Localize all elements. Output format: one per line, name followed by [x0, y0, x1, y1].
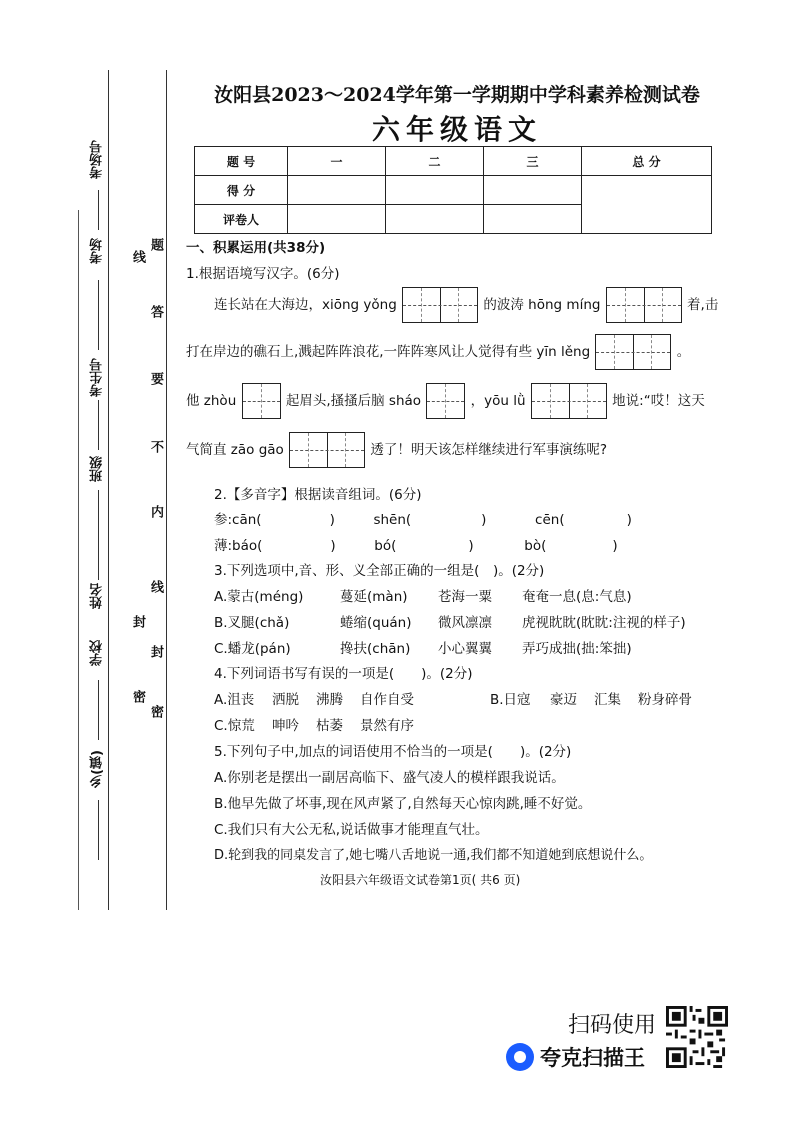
q3-item: 蔓延(màn)	[340, 589, 408, 605]
q3-item: A.蒙古(méng)	[214, 589, 304, 605]
answer-box[interactable]	[402, 287, 478, 323]
q3-item: 苍海一粟	[438, 589, 492, 605]
question-2-row-2	[214, 534, 618, 554]
q4-item: 沸腾	[316, 692, 343, 708]
question-1-line-2	[186, 334, 690, 370]
seal-bu: 不	[148, 440, 163, 453]
question-2-stem: 2.【多音字】根据读音组词。(6分)	[214, 487, 422, 503]
q3-item: 微风凛凛	[438, 615, 492, 631]
question-5-option-b: B.他早先做了坏事,现在风声紧了,自然每天心惊肉跳,睡不好觉。	[214, 796, 592, 812]
q2-text: bó(	[374, 538, 397, 554]
question-1-line-4	[186, 432, 607, 468]
q3-item: B.叉腿(chǎ)	[214, 615, 290, 631]
score-header-cell: 一	[288, 147, 386, 176]
answer-box[interactable]	[289, 432, 365, 468]
q2-text: )	[329, 512, 335, 528]
grader-cell	[484, 205, 582, 234]
q3-item: 小心翼翼	[438, 641, 492, 657]
brand-name: 夸克扫描王	[540, 1046, 645, 1070]
brand-logo-icon	[506, 1043, 534, 1071]
score-header-cell: 题 号	[195, 147, 288, 176]
answer-box[interactable]	[606, 287, 682, 323]
answer-box[interactable]	[426, 383, 465, 419]
grader-cell	[386, 205, 484, 234]
q1-text: 的波涛 hōng míng	[483, 297, 601, 313]
question-4-stem: 4.下列词语书写有误的一项是( )。(2分)	[214, 666, 473, 682]
q1-text: 起眉头,搔搔后脑 sháo	[285, 393, 422, 409]
score-cell	[484, 176, 582, 205]
q1-text: 。	[676, 344, 691, 360]
q4-item: B.日寇	[490, 692, 531, 708]
q1-text: 打在岸边的礁石上,溅起阵阵浪花,一阵阵寒风让人觉得有些 yīn lěng	[186, 344, 591, 360]
seal-feng-inner: 封	[148, 645, 163, 658]
score-table-header-row	[195, 147, 712, 176]
qr-code-icon[interactable]	[666, 1006, 728, 1068]
q3-item: 蜷缩(quán)	[340, 615, 412, 631]
seal-mi-inner: 密	[148, 705, 163, 718]
question-4-options-ab	[214, 688, 692, 708]
score-table-row	[195, 176, 712, 205]
q4-item: 呻吟	[272, 718, 299, 734]
question-4-option-c	[214, 714, 414, 734]
question-2-row-1	[214, 508, 632, 528]
q2-text: bò(	[524, 538, 547, 554]
q2-text: 薄:báo(	[214, 538, 263, 554]
q1-text: 他 zhòu	[186, 393, 237, 409]
student-number-label: 考生号	[90, 358, 105, 397]
exam-subject-title: 六年级语文	[371, 113, 542, 146]
seal-feng-outer: 封	[130, 615, 145, 628]
score-cell	[386, 176, 484, 205]
exam-room-label: 考场	[90, 238, 105, 264]
score-cell	[288, 176, 386, 205]
seal-da: 答	[148, 305, 163, 318]
q4-item: 粉身碎骨	[638, 692, 692, 708]
q2-text: )	[330, 538, 336, 554]
score-row-label: 得 分	[195, 176, 288, 205]
q4-item: C.惊荒	[214, 718, 255, 734]
seal-nei: 内	[148, 505, 163, 518]
grader-cell	[288, 205, 386, 234]
question-1-line-3	[186, 383, 705, 419]
q4-item: 豪迈	[550, 692, 577, 708]
seal-yao: 要	[148, 372, 163, 385]
q1-text: 连长站在大海边，xiōng yǒng	[214, 297, 397, 313]
q1-text: 地说:“哎！这天	[612, 393, 705, 409]
q4-item: 枯萎	[316, 718, 343, 734]
q3-item: 虎视眈眈(眈眈:注视的样子)	[522, 615, 686, 631]
q3-item: 弄巧成拙(拙:笨拙)	[522, 641, 632, 657]
q4-item: 自作自受	[360, 692, 414, 708]
q1-text: ，yōu lǜ	[470, 393, 526, 409]
question-1-stem: 1.根据语境写汉字。(6分)	[186, 266, 340, 282]
question-3-option-a	[214, 585, 632, 605]
q2-text: )	[481, 512, 487, 528]
seal-xian-outer: 线	[130, 250, 145, 263]
answer-box[interactable]	[242, 383, 281, 419]
scan-label: 扫码使用	[568, 1013, 657, 1038]
question-3-stem: 3.下列选项中,音、形、义全部正确的一组是( )。(2分)	[214, 563, 545, 579]
q2-text: )	[612, 538, 618, 554]
town-label: 乡(镇)	[90, 750, 105, 788]
question-5-option-a: A.你别老是摆出一副居高临下、盛气凌人的模样跟我说话。	[214, 770, 565, 786]
q1-text: 气简直 zāo gāo	[186, 442, 284, 458]
seal-mi-outer: 密	[130, 690, 145, 703]
total-score-cell	[582, 176, 712, 234]
q2-text: cēn(	[535, 512, 565, 528]
scanner-brand	[506, 1042, 645, 1072]
question-5-option-d: D.轮到我的同桌发言了,她七嘴八舌地说一通,我们都不知道她到底想说什么。	[214, 848, 653, 863]
page-footer: 汝阳县六年级语文试卷第1页( 共6 页)	[320, 873, 521, 887]
score-header-cell: 三	[484, 147, 582, 176]
score-row-label: 评卷人	[195, 205, 288, 234]
name-label: 姓名	[90, 583, 105, 609]
q4-item: 汇集	[594, 692, 621, 708]
q3-item: C.蟠龙(pán)	[214, 641, 291, 657]
exam-room-number-label: 考场号	[90, 140, 105, 179]
question-3-option-b	[214, 611, 686, 631]
question-1-line-1	[214, 287, 718, 323]
answer-box[interactable]	[531, 383, 607, 419]
exam-main-title: 汝阳县2023～2024学年第一学期期中学科素养检测试卷	[214, 84, 700, 106]
question-3-option-c	[214, 637, 632, 657]
q1-text: 透了！明天该怎样继续进行军事演练呢?	[370, 442, 608, 458]
question-5-option-c: C.我们只有大公无私,说话做事才能理直气壮。	[214, 822, 489, 838]
q2-text: )	[626, 512, 632, 528]
q4-item: 景然有序	[360, 718, 414, 734]
seal-ti: 题	[148, 238, 163, 251]
section-title: 一、积累运用(共38分)	[186, 240, 326, 256]
score-header-cell: 二	[386, 147, 484, 176]
school-label: 学校	[90, 640, 105, 666]
question-5-stem: 5.下列句子中,加点的词语使用不恰当的一项是( )。(2分)	[214, 744, 572, 760]
q4-item: 洒脱	[272, 692, 299, 708]
seal-xian-inner: 线	[148, 580, 163, 593]
q2-text: 参:cān(	[214, 512, 262, 528]
score-table	[194, 146, 712, 234]
q3-item: 奄奄一息(息:气息)	[522, 589, 632, 605]
q1-text: 着,击	[687, 297, 719, 313]
answer-box[interactable]	[595, 334, 671, 370]
q4-item: A.沮丧	[214, 692, 255, 708]
score-header-cell: 总 分	[582, 147, 712, 176]
q3-item: 搀扶(chān)	[340, 641, 411, 657]
q2-text: )	[468, 538, 474, 554]
class-label: 班级	[90, 456, 105, 482]
q2-text: shēn(	[373, 512, 412, 528]
